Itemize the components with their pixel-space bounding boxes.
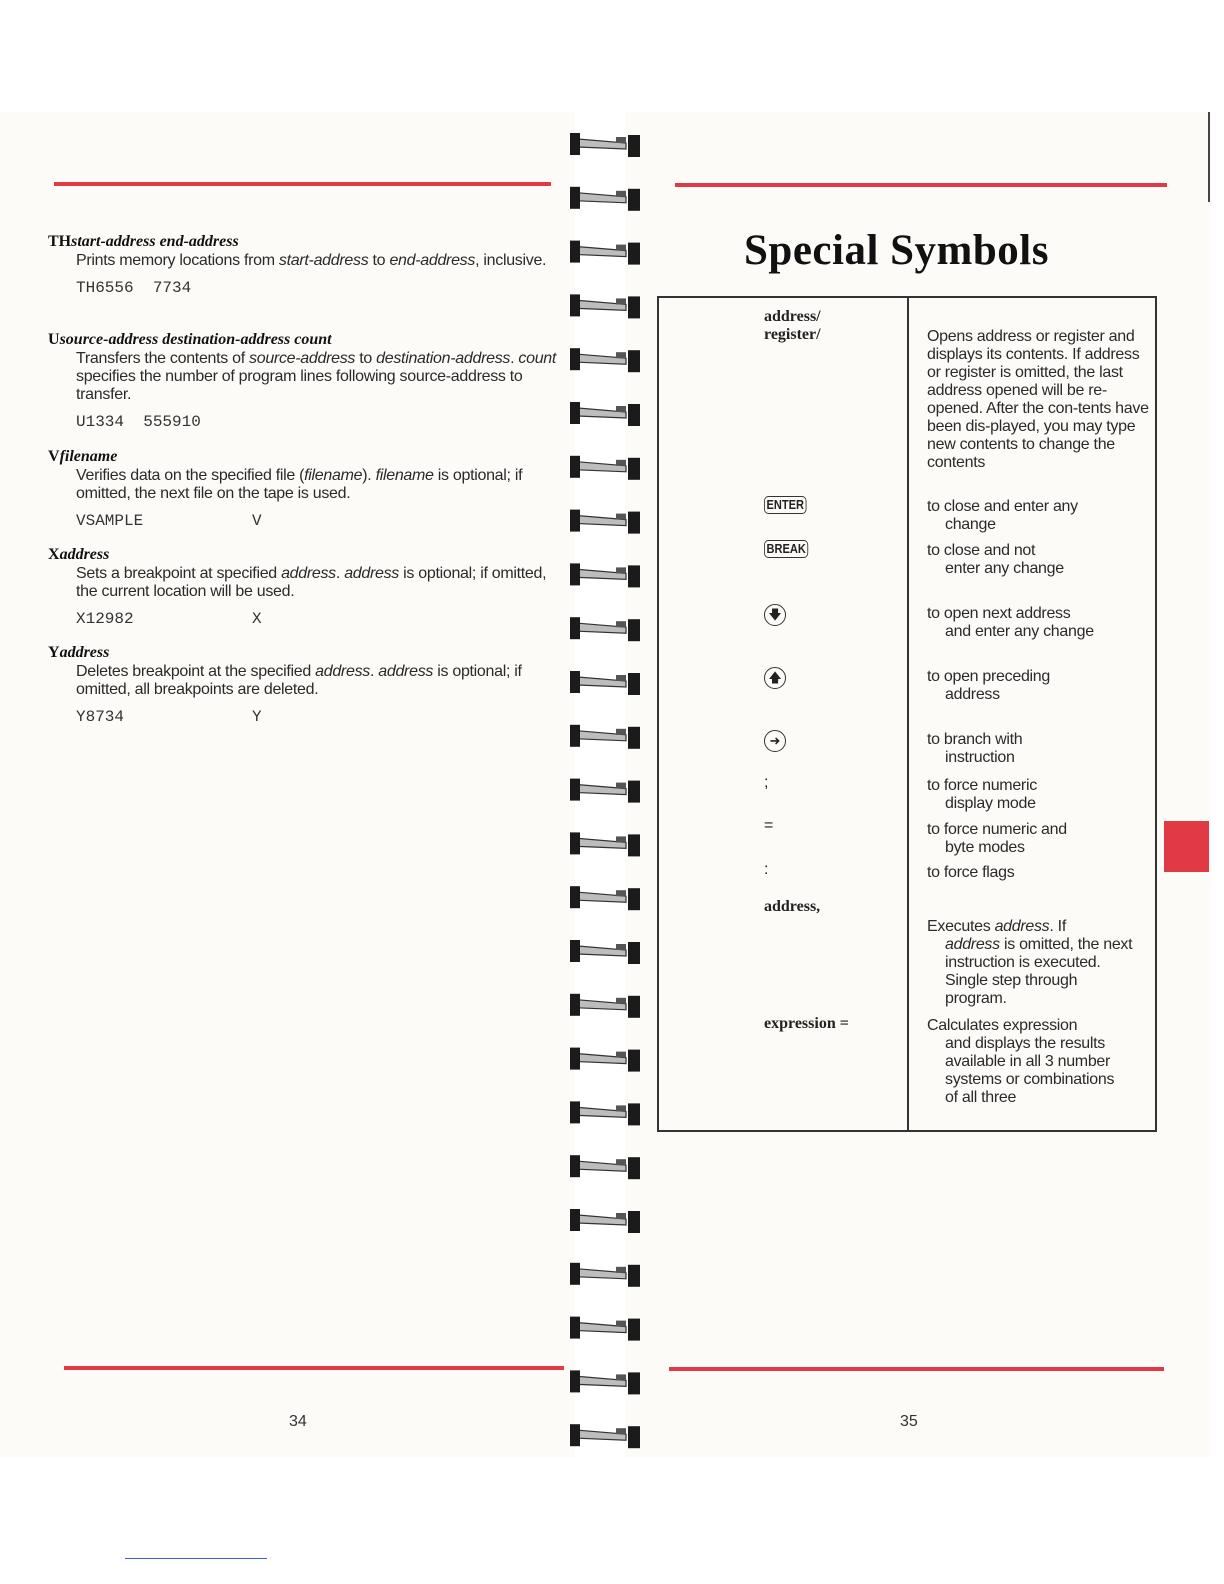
command-title: Yaddress — [48, 644, 110, 661]
spiral-ring — [570, 348, 640, 372]
right-top-rule — [675, 183, 1167, 187]
command-title: Vfilename — [48, 448, 118, 465]
symbol-description: to open next address and enter any change — [927, 605, 1094, 640]
spiral-ring — [570, 1317, 640, 1341]
symbol-expression: expression = — [764, 1015, 849, 1032]
command-description: Verifies data on the specified file (filename). filename is optional; if omitted, the next file on the tape is used. — [76, 467, 523, 502]
right-arrow-key-icon: ➜ — [764, 730, 786, 752]
symbol-description: to force numeric display mode — [927, 777, 1037, 812]
page-title: Special Symbols — [744, 227, 1049, 274]
spiral-ring — [570, 994, 640, 1018]
table-divider — [907, 296, 909, 1132]
symbol-equals: = — [764, 817, 774, 834]
command-example: TH6556 7734 — [76, 279, 192, 297]
spiral-ring — [570, 725, 640, 749]
spiral-ring — [570, 1370, 640, 1394]
spiral-ring — [570, 1048, 640, 1072]
command-example: Y8734 Y — [76, 708, 262, 726]
command-example: X12982 X — [76, 610, 262, 628]
command-y — [48, 643, 558, 728]
spiral-ring — [570, 1155, 640, 1179]
spiral-ring — [570, 940, 640, 964]
left-top-rule — [54, 182, 551, 186]
spiral-ring — [570, 779, 640, 803]
spiral-ring — [570, 1263, 640, 1287]
left-page — [0, 112, 575, 1457]
spiral-ring — [570, 1424, 640, 1448]
symbol-address-comma: address, — [764, 898, 821, 915]
spiral-ring — [570, 617, 640, 641]
command-x — [48, 545, 558, 630]
page-number-right: 35 — [900, 1413, 918, 1430]
spiral-ring — [570, 1209, 640, 1233]
command-v — [48, 447, 558, 532]
symbol-description: to close and enter any change — [927, 498, 1078, 533]
break-key-icon: BREAK — [764, 540, 816, 558]
page-edge-shadow — [1208, 112, 1210, 202]
section-tab — [1164, 821, 1209, 872]
underline-link — [125, 1558, 267, 1559]
spiral-binding — [566, 108, 648, 1468]
spiral-ring — [570, 886, 640, 910]
up-arrow-key-icon: 🡅 — [764, 667, 786, 689]
spiral-ring — [570, 187, 640, 211]
command-description: Prints memory locations from start-address to end-address, inclusive. — [76, 252, 547, 269]
command-title: Xaddress — [48, 546, 110, 563]
down-arrow-key-icon: 🡇 — [764, 604, 786, 626]
command-title: THstart-address end-address — [48, 233, 239, 250]
spiral-ring — [570, 563, 640, 587]
symbol-address-register: address/ register/ — [764, 308, 821, 343]
command-example: U1334 555910 — [76, 413, 201, 431]
command-title: Usource-address destination-address count — [48, 331, 332, 348]
symbol-colon: : — [764, 861, 769, 878]
symbol-description: to open preceding address — [927, 668, 1051, 703]
spiral-ring — [570, 671, 640, 695]
spiral-ring — [570, 241, 640, 265]
spiral-ring — [570, 832, 640, 856]
symbol-description: to force flags — [927, 864, 1015, 881]
command-th — [48, 232, 558, 299]
command-description: Transfers the contents of source-address to destination-address. count specifies the number of program lines following source-address to transfer. — [76, 350, 557, 403]
command-u — [48, 330, 558, 433]
spiral-ring — [570, 294, 640, 318]
symbol-description: Opens address or register and displays its contents. If address or register is omitted, the last address opened will be re-opened. After the con-tents have been dis-played, you may type new contents to change the contents — [927, 328, 1149, 471]
spiral-ring — [570, 456, 640, 480]
symbol-description: Executes address. If address is omitted, the next instruction is executed. Single step through program. — [927, 918, 1133, 1007]
spiral-ring — [570, 1101, 640, 1125]
command-description: Sets a breakpoint at specified address. address is optional; if omitted, the current location will be used. — [76, 565, 547, 600]
right-bottom-rule — [669, 1367, 1164, 1371]
spiral-ring — [570, 510, 640, 534]
symbol-description: to branch with instruction — [927, 731, 1023, 766]
command-description: Deletes breakpoint at the specified address. address is optional; if omitted, all breakpoints are deleted. — [76, 663, 522, 698]
command-example: VSAMPLE V — [76, 512, 262, 530]
page-number-left: 34 — [289, 1413, 307, 1430]
symbol-description: Calculates expression and displays the results available in all 3 number systems or combinations of all three — [927, 1017, 1115, 1106]
symbol-description: to force numeric and byte modes — [927, 821, 1067, 856]
left-bottom-rule — [64, 1366, 564, 1370]
spiral-ring — [570, 402, 640, 426]
symbol-description: to close and not enter any change — [927, 542, 1064, 577]
spiral-ring — [570, 133, 640, 157]
symbol-semicolon: ; — [764, 774, 769, 791]
enter-key-icon: ENTER — [764, 496, 814, 514]
